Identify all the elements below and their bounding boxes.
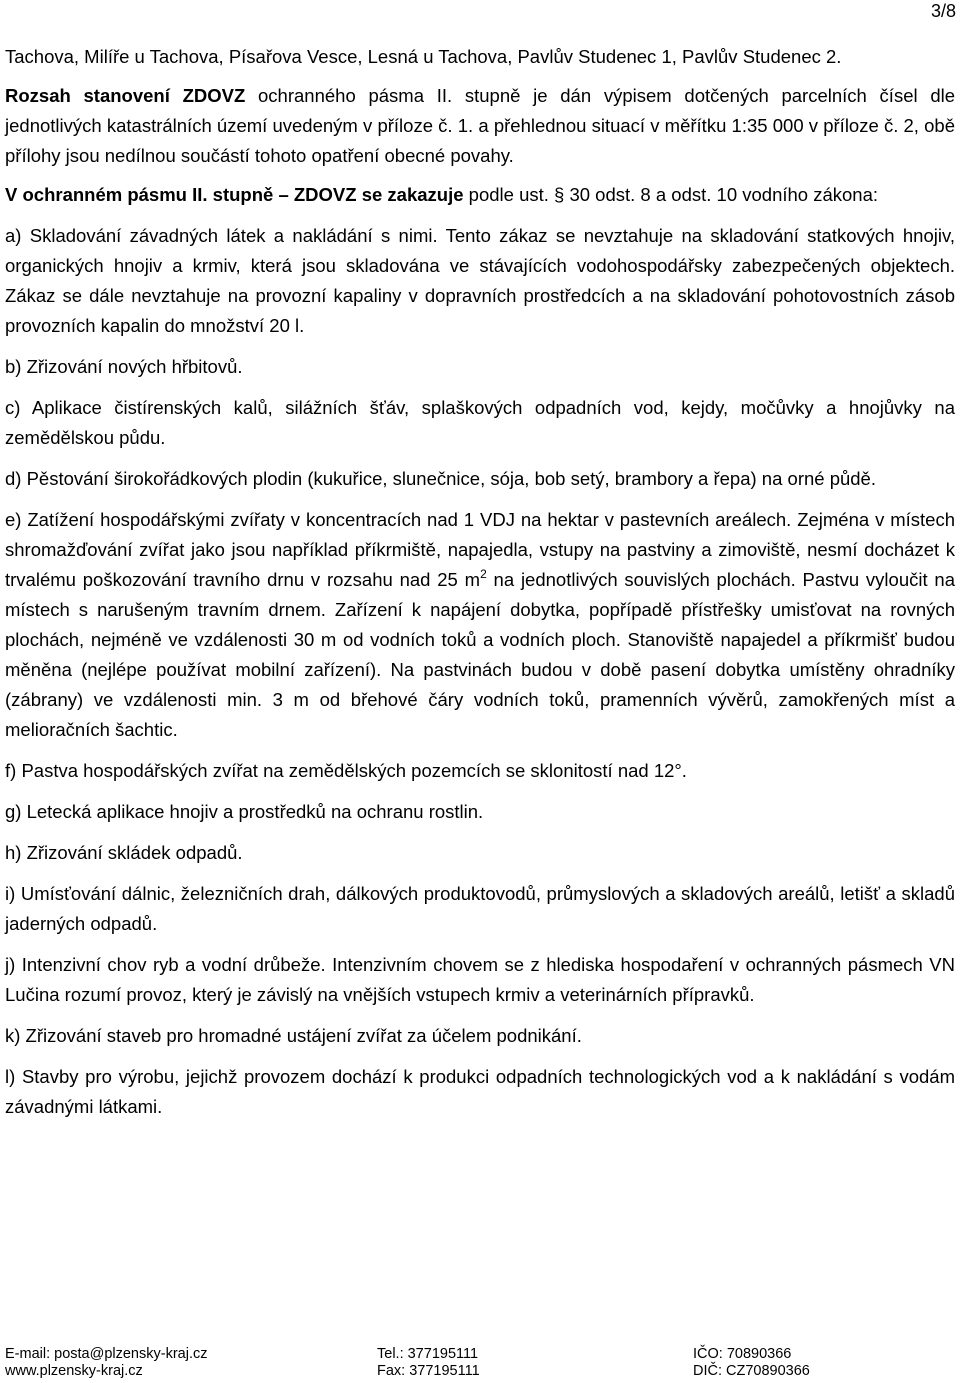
item-k: k) Zřizování staveb pro hromadné ustájení zvířat za účelem podnikání. [5, 1025, 582, 1046]
item-e [5, 505, 955, 745]
footer-ico: IČO: 70890366 [693, 1346, 792, 1362]
intro-paragraph: Tachova, Milíře u Tachova, Písařova Vesce, Lesná u Tachova, Pavlův Studenec 1, Pavlův Studenec 2. [5, 46, 842, 67]
rozsah-text: ochranného pásma II. stupně je dán výpisem dotčených parcelních čísel dle jednotlivých katastrálních území uvedeným v příloze č. 1. a přehlednou situací v měřítku 1:35 000 v příloze č. 2, obě přílohy jsou nedílnou součástí tohoto opatření obecné povahy. [5, 85, 956, 166]
item-b: b) Zřizování nových hřbitovů. [5, 356, 243, 377]
item-c: c) Aplikace čistírenských kalů, silážních šťáv, splaškových odpadních vod, kejdy, močůvky a hnojůvky na zemědělskou půdu. [5, 397, 955, 448]
item-h: h) Zřizování skládek odpadů. [5, 842, 243, 863]
page-number: 3/8 [930, 1, 956, 21]
footer-fax: Fax: 377195111 [377, 1363, 480, 1379]
item-e-part2: na jednotlivých souvislých plochách. Pastvu vyloučit na místech s narušeným travním drnem. Zařízení k napájení dobytka, popřípadě přístřešky umisťovat na rovných plochách, nejméně ve vzdálenosti 30 m od vodních toků a vodních ploch. Stanoviště napajedel a příkrmišť budou měněna (nejlépe používat mobilní zařízení). Na pastvinách budou v době pasení dobytka umístěny ohradníky (zábrany) ve vzdálenosti min. 3 m od břehové čáry vodních toků, pramenních vývěrů, zamokřených míst a melioračních šachtic. [5, 569, 955, 740]
footer-tel: Tel.: 377195111 [377, 1346, 479, 1362]
item-g: g) Letecká aplikace hnojiv a prostředků na ochranu rostlin. [5, 801, 484, 822]
footer-id-column [693, 1346, 810, 1380]
document-body [5, 42, 955, 1133]
item-e-part1: e) Zatížení hospodářskými zvířaty v koncentracích nad 1 VDJ na hektar v pastevních areálech. Zejména v místech shromažďování zvířat jako jsou například příkrmiště, napajedla, vstupy na pastviny a zimoviště, nesmí docházet k trvalému poškozování travního drnu v rozsahu nad 25 m [5, 509, 955, 590]
rozsah-paragraph [5, 81, 955, 171]
rozsah-heading: Rozsah stanovení ZDOVZ [5, 85, 246, 106]
footer-email: E-mail: posta@plzensky-kraj.cz [5, 1346, 208, 1362]
footer-phone-column [377, 1346, 480, 1380]
item-a: a) Skladování závadných látek a nakládání s nimi. Tento zákaz se nevztahuje na skladování statkových hnojiv, organických hnojiv a krmiv, která jsou skladována ve stávajících vodohospodářsky zabezpečených objektech. Zákaz se dále nevztahuje na provozní kapaliny v dopravních prostředcích a na skladování pohotovostních zásob provozních kapalin do množství 20 l. [5, 225, 955, 336]
footer-dic: DIČ: CZ70890366 [693, 1363, 810, 1379]
item-l: l) Stavby pro výrobu, jejichž provozem dochází k produkci odpadních technologických vod a k nakládání s vodám závadnými látkami. [5, 1066, 955, 1117]
zakaz-text: podle ust. § 30 odst. 8 a odst. 10 vodního zákona: [463, 184, 879, 205]
item-d: d) Pěstování širokořádkových plodin (kukuřice, slunečnice, sója, bob setý, brambory a řepa) na orné půdě. [5, 468, 876, 489]
footer-contact-column [5, 1346, 207, 1380]
item-j: j) Intenzivní chov ryb a vodní drůbeže. Intenzivním chovem se z hlediska hospodaření v ochranných pásmech VN Lučina rozumí provoz, který je závislý na vnějších vstupech krmiv a veterinárních přípravků. [5, 954, 955, 1005]
zakaz-paragraph [5, 180, 955, 210]
item-i: i) Umísťování dálnic, železničních drah, dálkových produktovodů, průmyslových a skladových areálů, letišť a skladů jaderných odpadů. [5, 883, 955, 934]
zakaz-heading: V ochranném pásmu II. stupně – ZDOVZ se zakazuje [5, 184, 464, 205]
item-f: f) Pastva hospodářských zvířat na zemědělských pozemcích se sklonitostí nad 12°. [5, 760, 687, 781]
item-e-superscript: 2 [480, 567, 487, 581]
footer-web: www.plzensky-kraj.cz [5, 1363, 143, 1379]
